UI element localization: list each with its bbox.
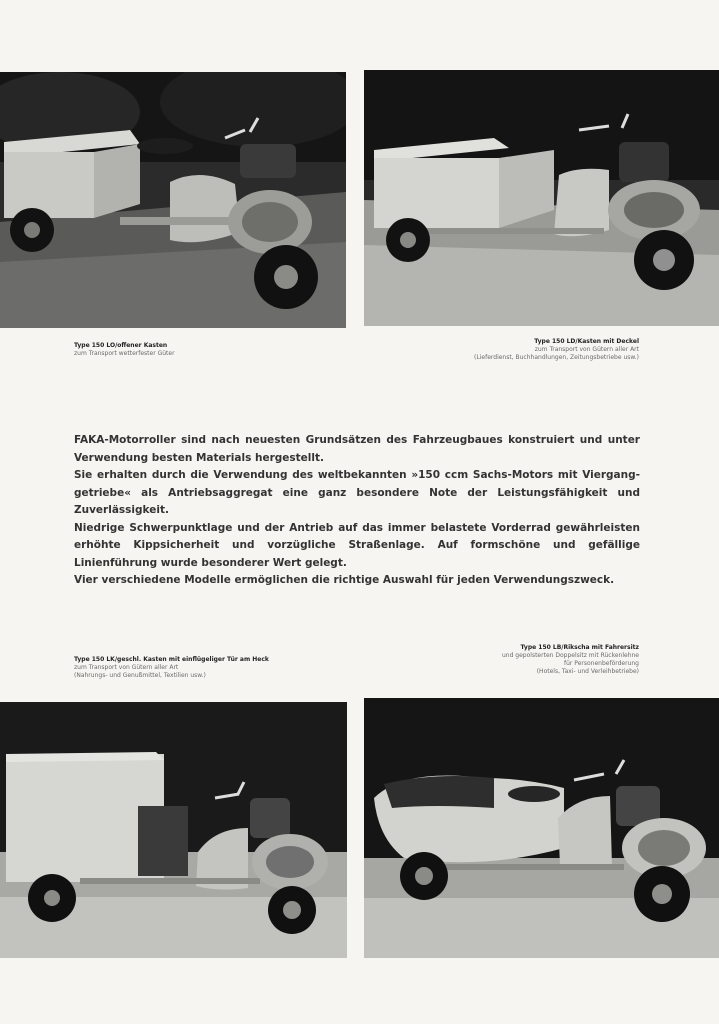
- caption-type-150-lo: [74, 342, 294, 358]
- caption-line: zum Transport von Gütern aller Art: [534, 346, 639, 353]
- caption-line: und gepolsterten Doppelsitz mit Rückenlehne: [501, 652, 639, 659]
- caption-type-150-lb: [419, 644, 639, 676]
- caption-line: (Lieferdienst, Buchhandlungen, Zeitungsbetriebe usw.): [474, 354, 639, 361]
- caption-title: Type 150 LO/offener Kasten: [74, 342, 168, 349]
- caption-line: zum Transport wetterfester Güter: [74, 350, 175, 357]
- caption-type-150-ld: [379, 338, 639, 362]
- photo-lidded-box-trike: [364, 70, 719, 326]
- caption-line: für Personenbeförderung: [564, 660, 639, 667]
- caption-title: Type 150 LD/Kasten mit Deckel: [534, 338, 639, 345]
- intro-text: [74, 432, 640, 590]
- paragraph: Sie erhalten durch die Verwendung des weltbekannten »150 ccm Sachs-Motors mit Viergang-getriebe« als Antriebsaggregat eine ganz besondere Note der Leistungsfähigkeit und Zuverlässigkeit.: [74, 469, 640, 516]
- paragraph: FAKA-Motorroller sind nach neuesten Grundsätzen des Fahrzeugbaues konstruiert und unter Verwendung besten Materials hergestellt.: [74, 434, 640, 464]
- caption-line: (Nahrungs- und Genußmittel, Textilien usw.): [74, 672, 206, 679]
- caption-title: Type 150 LB/Rikscha mit Fahrersitz: [520, 644, 639, 651]
- photo-rickshaw-trike: [364, 698, 719, 958]
- caption-type-150-lk: [74, 656, 334, 680]
- paragraph: Vier verschiedene Modelle ermöglichen die richtige Auswahl für jeden Verwendungszweck.: [74, 574, 615, 586]
- caption-line: (Hotels, Taxi- und Verleihbetriebe): [536, 668, 639, 675]
- photo-closed-box-trike: [0, 702, 347, 958]
- paragraph: Niedrige Schwerpunktlage und der Antrieb auf das immer belastete Vorderrad gewährleisten erhöhte Kippsicherheit und vorzügliche Straßenlage. Auf formschöne und gefällige Linienführung wurde besonderer Wert gelegt.: [74, 521, 640, 569]
- caption-title: Type 150 LK/geschl. Kasten mit einflügeliger Tür am Heck: [74, 656, 269, 663]
- caption-line: zum Transport von Gütern aller Art: [74, 664, 179, 671]
- photo-open-box-trike: [0, 72, 346, 328]
